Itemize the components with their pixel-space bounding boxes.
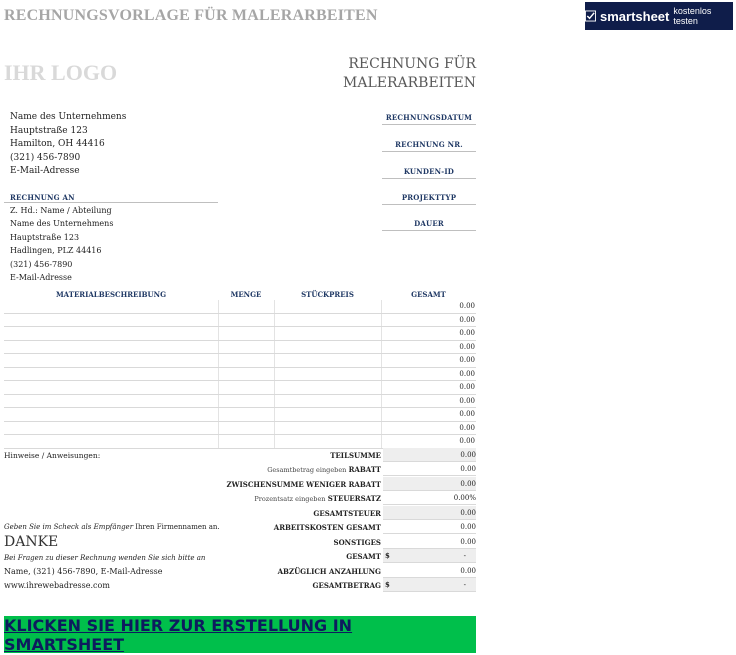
totals-row [220, 535, 476, 549]
totals-value: 0.00 [460, 537, 476, 546]
bill-to-company: Name des Unternehmens [10, 219, 114, 229]
totals-row [220, 578, 476, 592]
bill-to-phone: (321) 456-7890 [10, 259, 73, 269]
questions-text: Bei Fragen zu dieser Rechnung wenden Sie sich bitte an [4, 554, 206, 562]
totals-value: 0.00 [460, 479, 476, 488]
cell-description[interactable] [4, 408, 218, 422]
sheet-title: RECHNUNGSVORLAGE FÜR MALERARBEITEN [4, 7, 378, 24]
cell-quantity[interactable] [218, 313, 274, 327]
cell-total[interactable]: 0.00 [381, 381, 476, 395]
table-row [4, 381, 476, 395]
totals-value: 0.00 [460, 464, 476, 473]
cheque-note [4, 523, 220, 531]
cell-unit-price[interactable] [274, 313, 381, 327]
cell-quantity[interactable] [218, 367, 274, 381]
cell-description[interactable] [4, 327, 218, 341]
totals-row [220, 520, 476, 534]
bill-to-city: Hadlingen, PLZ 44416 [10, 246, 102, 256]
cheque-note-normal: Ihren Firmennamen an. [133, 523, 220, 531]
cell-unit-price[interactable] [274, 367, 381, 381]
cell-total[interactable]: 0.00 [381, 340, 476, 354]
totals-row [220, 506, 476, 520]
cell-quantity[interactable] [218, 327, 274, 341]
currency-symbol: $ [385, 551, 390, 560]
cell-total[interactable]: 0.00 [381, 394, 476, 408]
cell-quantity[interactable] [218, 300, 274, 313]
totals-row [220, 549, 476, 563]
cell-unit-price[interactable] [274, 300, 381, 313]
company-block [10, 111, 126, 179]
smartsheet-banner[interactable] [585, 2, 733, 30]
company-phone: (321) 456-7890 [10, 152, 81, 163]
totals-label-main: ABZÜGLICH ANZAHLUNG [277, 566, 381, 576]
totals-label-main: RABATT [348, 464, 381, 474]
totals-value-cell[interactable] [383, 564, 476, 578]
totals-value-cell[interactable] [383, 462, 476, 476]
cell-unit-price[interactable] [274, 381, 381, 395]
currency-symbol: $ [385, 580, 390, 589]
col-header-total: GESAMT [411, 289, 446, 299]
totals-row [220, 564, 476, 578]
company-city: Hamilton, OH 44416 [10, 139, 105, 149]
cell-total[interactable]: 0.00 [381, 327, 476, 341]
cell-description[interactable] [4, 435, 218, 449]
totals-label [220, 451, 383, 460]
bill-to-divider [4, 202, 218, 203]
cell-unit-price[interactable] [274, 340, 381, 354]
totals-value: - [463, 580, 466, 589]
totals-value-cell[interactable] [383, 491, 476, 505]
banner-tail: kostenlos testen [673, 6, 712, 26]
totals-label-main: ZWISCHENSUMME WENIGER RABATT [226, 479, 381, 489]
cell-unit-price[interactable] [274, 408, 381, 422]
bill-to-attention: Z. Hd.: Name / Abteilung [10, 206, 112, 215]
totals-label [220, 509, 383, 518]
smartsheet-check-icon [585, 10, 596, 22]
table-row [4, 408, 476, 422]
invoice-number-field[interactable]: RECHNUNG NR. [382, 139, 476, 152]
table-row [4, 435, 476, 449]
bill-to-block [10, 204, 113, 284]
totals-label-main: GESAMTBETRAG [312, 580, 381, 590]
totals-value-cell[interactable] [383, 535, 476, 549]
cell-quantity[interactable] [218, 435, 274, 449]
cell-description[interactable] [4, 367, 218, 381]
cell-total[interactable]: 0.00 [381, 300, 476, 313]
totals-value-cell[interactable] [383, 477, 476, 491]
cell-quantity[interactable] [218, 408, 274, 422]
totals-label [220, 581, 383, 590]
totals-value-cell[interactable] [383, 506, 476, 520]
totals-label-hint: Prozentsatz eingeben [254, 494, 326, 503]
totals-label [220, 465, 383, 474]
totals-label [220, 480, 383, 489]
thanks-text: DANKE [4, 534, 59, 550]
totals-label-main: STEUERSATZ [327, 493, 381, 503]
items-header-row [4, 288, 476, 300]
table-row [4, 367, 476, 381]
bill-to-email: E-Mail-Adresse [10, 273, 72, 283]
col-header-description: MATERIALBESCHREIBUNG [55, 289, 167, 299]
totals-label [220, 523, 383, 532]
totals-label-main: TEILSUMME [330, 450, 381, 460]
totals-label-hint: Gesamtbetrag eingeben [267, 465, 347, 474]
cell-description[interactable] [4, 354, 218, 368]
cell-quantity[interactable] [218, 340, 274, 354]
company-street: Hauptstraße 123 [10, 125, 88, 136]
totals-label [220, 552, 383, 561]
col-header-unit-price: STÜCKPREIS [301, 289, 354, 299]
website-text: www.ihrewebadresse.com [4, 581, 110, 590]
company-email: E-Mail-Adresse [10, 166, 80, 176]
cell-total[interactable]: 0.00 [381, 313, 476, 327]
table-row [4, 327, 476, 341]
totals-label [220, 538, 383, 547]
banner-brand: smartsheet [600, 8, 670, 24]
contact-text: Name, (321) 456-7890, E-Mail-Adresse [4, 567, 163, 576]
cell-description[interactable] [4, 421, 218, 435]
totals-row [220, 491, 476, 505]
cell-unit-price[interactable] [274, 327, 381, 341]
cell-total[interactable]: 0.00 [381, 354, 476, 368]
col-header-quantity: MENGE [230, 289, 262, 299]
totals-row [220, 462, 476, 476]
totals-value-cell[interactable] [383, 520, 476, 534]
project-type-field[interactable]: PROJEKTTYP [382, 192, 476, 205]
invoice-date-field[interactable]: RECHNUNGSDATUM [382, 112, 476, 125]
duration-field[interactable]: DAUER [382, 218, 476, 231]
cheque-note-italic: Geben Sie im Scheck als Empfänger [4, 523, 134, 531]
cell-description[interactable] [4, 394, 218, 408]
totals-row [220, 477, 476, 491]
invoice-heading-line: RECHNUNG FÜR [348, 56, 476, 72]
invoice-heading-line: MALERARBEITEN [343, 75, 476, 91]
cell-unit-price[interactable] [274, 435, 381, 449]
cta-banner[interactable] [4, 616, 476, 653]
cell-total[interactable]: 0.00 [381, 421, 476, 435]
totals-label-main: GESAMTSTEUER [313, 508, 381, 518]
table-row [4, 394, 476, 408]
cell-description[interactable] [4, 381, 218, 395]
totals-value: 0.00% [453, 493, 476, 502]
cell-description[interactable] [4, 300, 218, 313]
bill-to-label: RECHNUNG AN [10, 193, 75, 202]
company-name: Name des Unternehmens [10, 112, 127, 122]
totals-value: - [463, 551, 466, 560]
table-row [4, 354, 476, 368]
invoice-heading [330, 55, 476, 93]
cell-description[interactable] [4, 313, 218, 327]
items-table [4, 288, 476, 449]
totals-value-cell[interactable] [383, 448, 476, 462]
totals-value: 0.00 [460, 450, 476, 459]
totals-label [220, 494, 383, 503]
cell-unit-price[interactable] [274, 394, 381, 408]
cell-total[interactable]: 0.00 [381, 435, 476, 449]
table-row [4, 313, 476, 327]
totals-value-cell[interactable] [383, 578, 476, 592]
table-row [4, 340, 476, 354]
totals-label-main: ARBEITSKOSTEN GESAMT [273, 522, 381, 532]
totals-row [220, 448, 476, 462]
totals-value: 0.00 [460, 566, 476, 575]
customer-id-field[interactable]: KUNDEN-ID [382, 166, 476, 179]
totals-value: 0.00 [460, 522, 476, 531]
cell-total[interactable]: 0.00 [381, 367, 476, 381]
totals-value-cell[interactable] [383, 549, 476, 563]
cell-quantity[interactable] [218, 421, 274, 435]
totals-label-main: SONSTIGES [333, 537, 381, 547]
bill-to-street: Hauptstraße 123 [10, 232, 80, 242]
cell-description[interactable] [4, 340, 218, 354]
totals-label [220, 567, 383, 576]
totals-label-main: GESAMT [346, 551, 381, 561]
cell-quantity[interactable] [218, 354, 274, 368]
cell-unit-price[interactable] [274, 354, 381, 368]
logo-placeholder: IHR LOGO [4, 60, 118, 85]
table-row [4, 300, 476, 313]
cta-link[interactable]: KLICKEN SIE HIER ZUR ERSTELLUNG IN SMARTSHEET [4, 615, 353, 654]
cell-quantity[interactable] [218, 394, 274, 408]
table-row [4, 421, 476, 435]
cell-unit-price[interactable] [274, 421, 381, 435]
cell-quantity[interactable] [218, 381, 274, 395]
totals-value: 0.00 [460, 508, 476, 517]
notes-label: Hinweise / Anweisungen: [4, 451, 101, 460]
cell-total[interactable]: 0.00 [381, 408, 476, 422]
